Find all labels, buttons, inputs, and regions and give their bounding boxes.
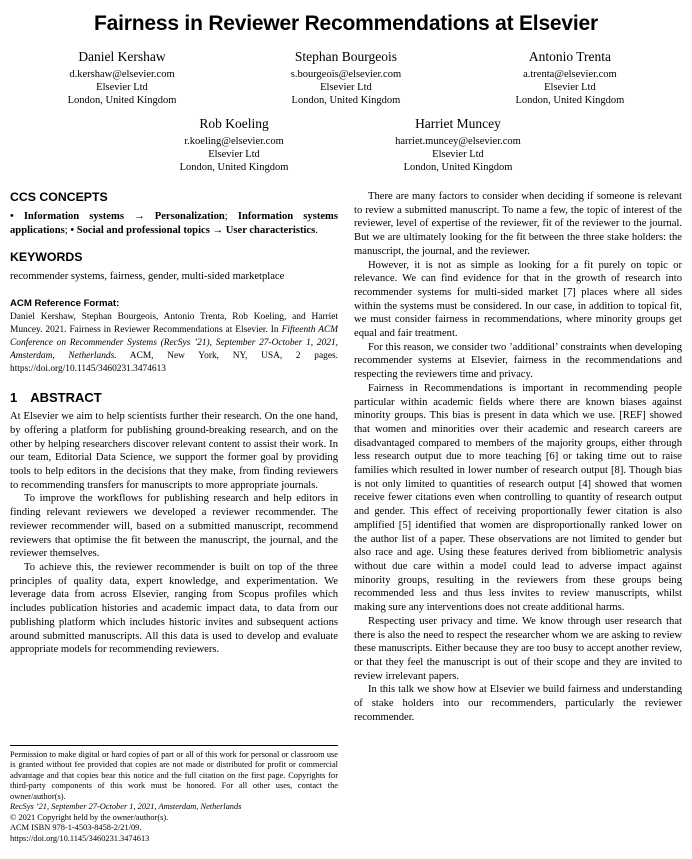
- author-name: Daniel Kershaw: [78, 49, 166, 64]
- body-paragraph: Fairness in Recommendations is important in recommending people particular within academic fields where there are known biases against minority groups. This bias is present in data which we use. [REF] showed that women and minorities over their academic and research careers are disadvantaged compared to members of the majority groups, either through less research output due to more teaching [6] or taking time out to raise families which resulted in lower number of research output [8]. Though bias is not only limited to quantities of research output [4] showed that women receive fewer citations even when controlling to quantity of research output and gender. This effect of receiving proportionally fewer citation is also amplified [5] identified that women are disproportionally ranked lower on the author list of a paper. These observations are not limited to gender but also race and age. Using these features derived from bibliometric analysis without due care within a model could lead to adverse impact against minority groups, resulting in the reviewers from these groups being recommended less and thus less invites to review manuscripts, whilst making sure any interventions does not create additional harms.: [354, 382, 682, 614]
- acm-reference-text: ACM, New York, NY, USA, 2 pages.: [116, 350, 338, 361]
- authors-row-1: [10, 49, 682, 107]
- footnote-doi-line: [10, 834, 338, 845]
- acm-reference-text: Daniel Kershaw, Stephan Bourgeois, Antonio Trenta, Rob Koeling, and Harriet Muncey. 2021. Fairness in Reviewer Recommendations at Elsevier. In: [10, 312, 338, 335]
- keywords-heading: KEYWORDS: [10, 250, 83, 265]
- author-email: r.koeling@elsevier.com: [184, 136, 284, 147]
- abstract-paragraph: To improve the workflows for publishing research and help editors in finding relevant reviewers we developed a reviewer recommender. The reviewer recommender will, based on a submitted manuscript, recommend reviewers that optimise the fit between the manuscript, the journal, and the reviewer themselves.: [10, 493, 338, 560]
- body-paragraph: Respecting user privacy and time. We know through user research that there is also the need to respect the researcher whom we are asking to review these manuscripts. Either because they are too busy to accept another review, or that they feel the manuscript is out of their scope and they are invited to review irrelevant papers.: [354, 615, 682, 682]
- author-affiliation: Elsevier Ltd: [320, 82, 372, 93]
- author-block: [122, 116, 346, 174]
- author-name: Stephan Bourgeois: [294, 49, 398, 64]
- author-affiliation: Elsevier Ltd: [96, 82, 148, 93]
- footnote-copyright-line: © 2021 Copyright held by the owner/author(s).: [10, 812, 169, 822]
- footnote-doi-link[interactable]: https://doi.org/10.1145/3460231.3474613: [10, 833, 150, 843]
- ccs-period: .: [315, 224, 318, 236]
- author-block: [346, 116, 570, 174]
- two-column-body: [10, 190, 682, 851]
- author-name: Rob Koeling: [199, 116, 269, 131]
- author-email: s.bourgeois@elsevier.com: [290, 69, 402, 80]
- author-email: a.trenta@elsevier.com: [523, 69, 617, 80]
- acm-reference-block: [10, 298, 338, 375]
- ccs-concept-1: • Information systems → Personalization: [10, 211, 225, 222]
- ccs-separator: ;: [224, 211, 238, 222]
- author-affiliation: Elsevier Ltd: [432, 149, 484, 160]
- author-affiliation: Elsevier Ltd: [208, 149, 260, 160]
- section-number: 1: [10, 389, 18, 405]
- author-location: London, United Kingdom: [67, 95, 177, 106]
- author-location: London, United Kingdom: [403, 162, 513, 173]
- section-title: ABSTRACT: [30, 389, 102, 405]
- ccs-concepts-text: [10, 210, 338, 237]
- left-column: [10, 190, 338, 851]
- right-column: [354, 190, 682, 851]
- author-block: [234, 49, 458, 107]
- body-paragraph: There are many factors to consider when deciding if someone is relevant to review a submitted manuscript. To name a few, the topic of interest of the reviewer, level of expertise of the reviewer, fit of the reviewer to the journal. But we are ultimately looking for the fit between the three stake holders: the manuscript, the journal, and the reviewer.: [354, 191, 682, 257]
- footnote-isbn-line: ACM ISBN 978-1-4503-8458-2/21/09.: [10, 823, 142, 832]
- abstract-heading: [10, 391, 338, 405]
- abstract-paragraph: At Elsevier we aim to help scientists further their research. On the one hand, by offering a platform for publishing ground-breaking research, and on the other by helping researchers discover relevant content to assist their work. In our team, Editorial Data Science, we support the former goal by providing tools to help editors in the decisions that they make, from finding reviewers to recommending transfers for manuscripts to more appropriate journals.: [10, 411, 338, 491]
- body-paragraph: However, it is not as simple as looking for a fit purely on topic or relevance. We can find evidence for that in the growth of research into recommender systems for multi-sided market [7] places where all sides within the systems must be considered. In our case, in addition to topical fit, we must consider fairness in recommendations, where minority groups get equal and fair treatment.: [354, 259, 682, 340]
- author-location: London, United Kingdom: [515, 95, 625, 106]
- footnote-conference-line: RecSys ’21, September 27-October 1, 2021, Amsterdam, Netherlands: [10, 802, 242, 811]
- author-block: [10, 49, 234, 107]
- ccs-concept-3: • Social and professional topics → User characteristics: [70, 224, 316, 236]
- author-location: London, United Kingdom: [291, 95, 401, 106]
- author-email: d.kershaw@elsevier.com: [69, 69, 175, 80]
- acm-reference-doi-link[interactable]: https://doi.org/10.1145/3460231.3474613: [10, 363, 166, 374]
- ccs-concept-2: Information systems applications: [10, 211, 338, 236]
- acm-reference-heading: ACM Reference Format:: [10, 298, 120, 310]
- authors-row-2: [10, 116, 682, 174]
- author-name: Antonio Trenta: [528, 49, 611, 64]
- keywords-text: recommender systems, fairness, gender, multi-sided marketplace: [10, 271, 285, 283]
- body-paragraph: In this talk we show how at Elsevier we build fairness and understanding of stake holders into our recommenders, particularly the reviewer recommender.: [354, 684, 682, 723]
- author-email: harriet.muncey@elsevier.com: [395, 136, 521, 147]
- body-paragraph: For this reason, we consider two ’additional’ constraints when developing recommender systems at Elsevier, fairness in the recommendations and respecting the reviewers time and privacy.: [354, 341, 682, 381]
- abstract-paragraph: To achieve this, the reviewer recommender is built on top of the three principles of quality data, expert knowledge, and experimentation. We leverage data from across Elsevier, ranging from Scopus profiles which includes publication histories and academic impact data, to data from our publishing platform which includes historic invites and subsequent actions around submitted manuscripts. All this data is used to develop and evaluate appropriate models for recommending reviewers.: [10, 561, 338, 656]
- copyright-footnote: [10, 745, 338, 852]
- paper-title: Fairness in Reviewer Recommendations at Elsevier: [94, 12, 598, 35]
- ccs-concepts-heading: CCS CONCEPTS: [10, 190, 108, 204]
- author-location: London, United Kingdom: [179, 162, 289, 173]
- acm-reference-venue: Fifteenth ACM Conference on Recommender Systems (RecSys ’21), September 27-October 1, 2021, Amsterdam, Netherlands.: [10, 324, 338, 361]
- author-affiliation: Elsevier Ltd: [544, 82, 596, 93]
- author-name: Harriet Muncey: [415, 116, 501, 131]
- ccs-separator: ;: [64, 224, 71, 236]
- author-block: [458, 49, 682, 107]
- footnote-permission-text: Permission to make digital or hard copies of part or all of this work for personal or classroom use is granted without fee provided that copies are not made or distributed for profit or commercial advantage and that copies bear this notice and the full citation on the first page. Copyrights for third-party components of this work must be honored. For all other uses, contact the owner/author(s).: [10, 749, 338, 801]
